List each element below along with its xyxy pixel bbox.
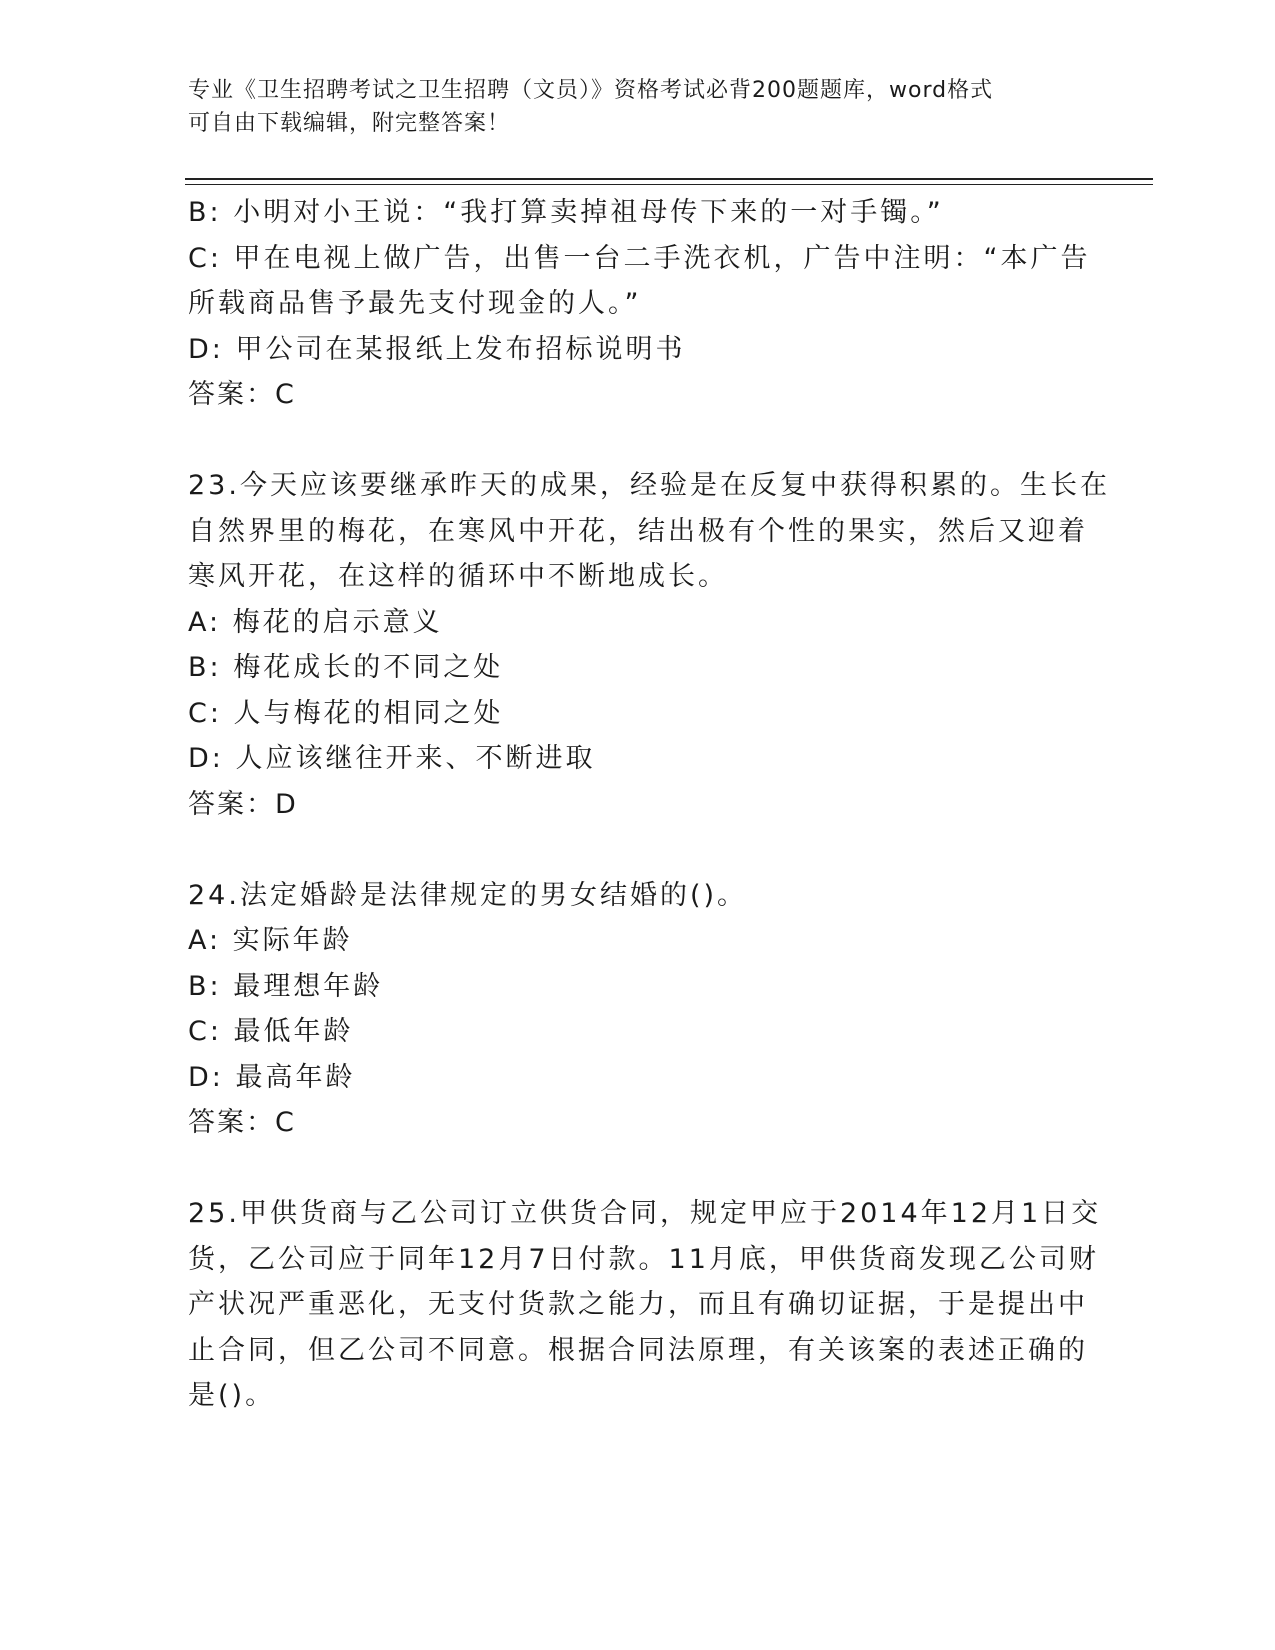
question-25 — [188, 1191, 1102, 1419]
question-stem-line: 24.法定婚龄是法律规定的男女结婚的()。 — [188, 879, 748, 911]
answer-line: 答案：C — [188, 1107, 296, 1138]
answer-line: 答案：D — [188, 788, 298, 820]
answer-line: 答案：C — [188, 379, 296, 410]
question-24 — [188, 873, 1088, 1146]
question-stem-line: 寒风开花，在这样的循环中不断地成长。 — [188, 561, 728, 592]
spacer — [188, 418, 1088, 464]
header-divider-thin — [185, 184, 1153, 185]
question-22-continued — [188, 190, 1091, 418]
document-header — [188, 74, 1088, 140]
option-c: C: 最低年龄 — [188, 1016, 354, 1047]
spacer — [188, 1146, 1088, 1192]
question-stem-line: 货，乙公司应于同年12月7日付款。11月底，甲供货商发现乙公司财 — [188, 1243, 1099, 1275]
option-d: D: 甲公司在某报纸上发布招标说明书 — [188, 333, 686, 365]
question-content — [188, 190, 1110, 1419]
question-stem-line: 是()。 — [188, 1380, 276, 1411]
option-c-continued: 所载商品售予最先支付现金的人。” — [188, 288, 642, 319]
question-stem-line: 23.今天应该要继承昨天的成果，经验是在反复中获得积累的。生长在 — [188, 470, 1110, 501]
option-b: B: 梅花成长的不同之处 — [188, 652, 504, 683]
header-title-line-1: 专业《卫生招聘考试之卫生招聘（文员）》资格考试必背200题题库，word格式 — [188, 78, 994, 103]
question-stem-line: 25.甲供货商与乙公司订立供货合同，规定甲应于2014年12月1日交 — [188, 1198, 1102, 1229]
spacer — [188, 827, 1088, 873]
question-stem-line: 止合同，但乙公司不同意。根据合同法原理，有关该案的表述正确的 — [188, 1334, 1088, 1366]
question-stem-line: 产状况严重恶化，无支付货款之能力，而且有确切证据，于是提出中 — [188, 1289, 1088, 1320]
option-d: D: 人应该继往开来、不断进取 — [188, 743, 596, 774]
question-stem-line: 自然界里的梅花，在寒风中开花，结出极有个性的果实，然后又迎着 — [188, 515, 1088, 547]
header-divider-thick — [185, 178, 1153, 180]
option-b: B: 小明对小王说：“我打算卖掉祖母传下来的一对手镯。” — [188, 197, 944, 228]
option-c: C: 人与梅花的相同之处 — [188, 697, 504, 729]
option-a: A: 实际年龄 — [188, 925, 353, 956]
header-title-line-2: 可自由下载编辑，附完整答案！ — [188, 111, 511, 136]
option-d: D: 最高年龄 — [188, 1061, 356, 1093]
question-23 — [188, 463, 1110, 827]
option-b: B: 最理想年龄 — [188, 970, 384, 1002]
option-c: C: 甲在电视上做广告，出售一台二手洗衣机，广告中注明：“本广告 — [188, 242, 1091, 274]
option-a: A: 梅花的启示意义 — [188, 606, 443, 638]
